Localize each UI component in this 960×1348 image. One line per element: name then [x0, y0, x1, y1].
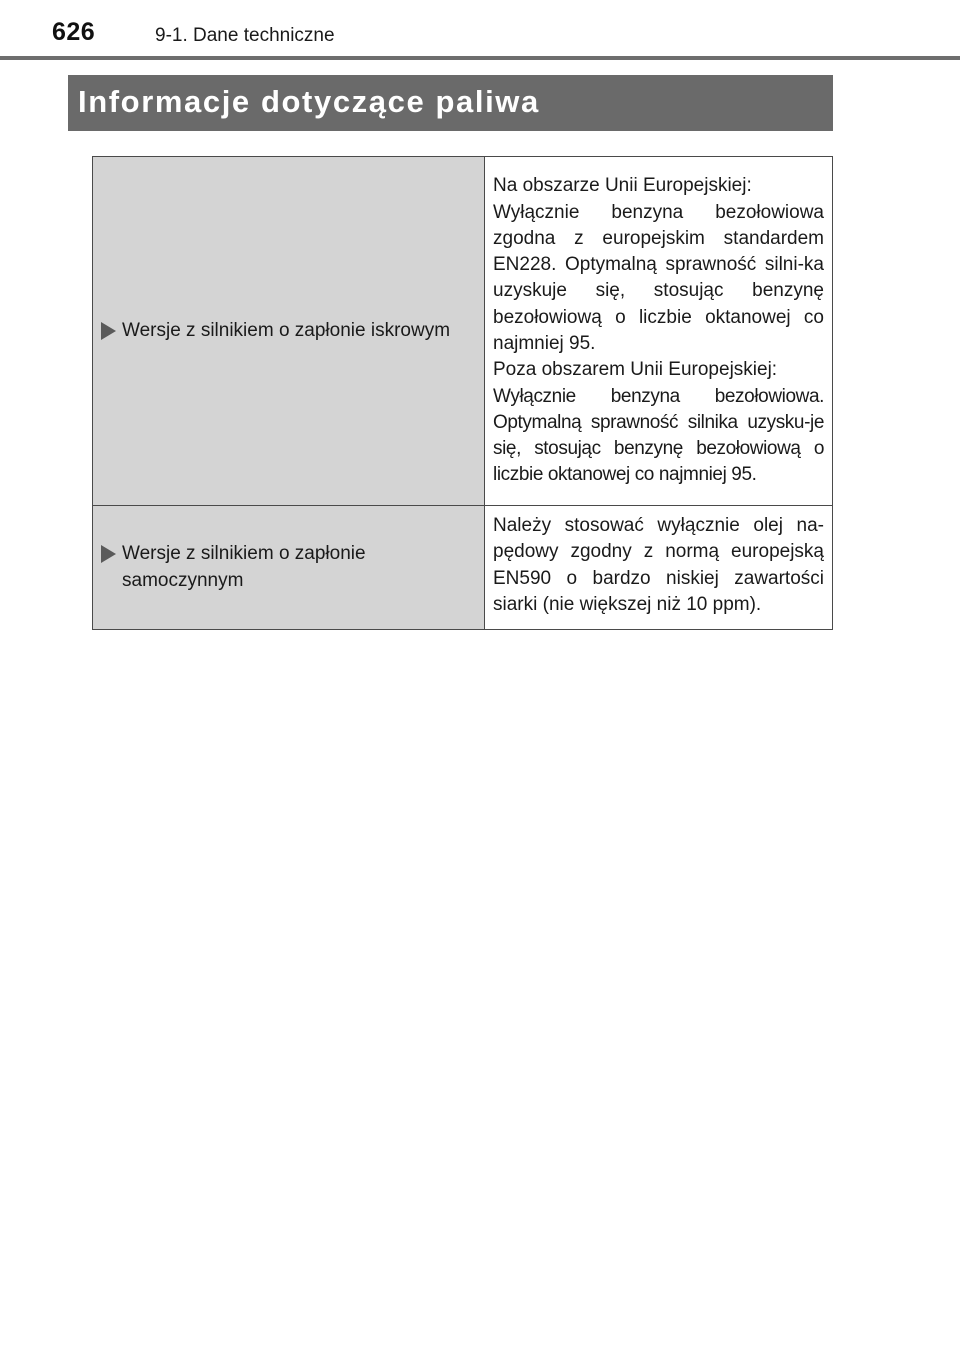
fuel-description-cell — [485, 157, 833, 506]
version-cell — [93, 157, 485, 506]
page-header — [0, 0, 960, 62]
fuel-description-cell — [485, 506, 833, 630]
version-label — [101, 541, 470, 594]
version-label — [101, 318, 470, 344]
region-heading: Poza obszarem Unii Europejskiej: — [493, 359, 778, 381]
triangle-right-icon — [101, 545, 116, 563]
version-text: Wersje z silnikiem o zapłonie samoczynnym — [122, 543, 366, 591]
fuel-info-table — [92, 156, 833, 630]
fuel-requirement: Wyłącznie benzyna bezołowiowa zgodna z europejskim standardem EN228. Optymalną sprawność silni-ka uzyskuje się, stosując benzynę bezołowiową o liczbie oktanowej co najmniej 95. — [493, 201, 824, 354]
region-heading: Na obszarze Unii Europejskiej: — [493, 175, 752, 197]
page-number: 626 — [52, 18, 96, 46]
section-title: Informacje dotyczące paliwa — [78, 84, 540, 119]
section-title-bar — [68, 75, 833, 131]
table-row — [93, 157, 833, 506]
version-text: Wersje z silnikiem o zapłonie iskrowym — [122, 319, 451, 341]
fuel-requirement: Należy stosować wyłącznie olej na-pędowy zgodny z normą europejską EN590 o bardzo niskiej zawartości siarki (nie większej niż 10 ppm). — [493, 514, 824, 615]
section-label: 9-1. Dane techniczne — [155, 25, 335, 46]
version-cell — [93, 506, 485, 630]
fuel-requirement: Wyłącznie benzyna bezołowiowa. Optymalną sprawność silnika uzysku-je się, stosując benzynę bezołowiową o liczbie oktanowej co najmniej 95. — [493, 385, 824, 486]
table-row — [93, 506, 833, 630]
triangle-right-icon — [101, 322, 116, 340]
header-rule — [0, 56, 960, 60]
